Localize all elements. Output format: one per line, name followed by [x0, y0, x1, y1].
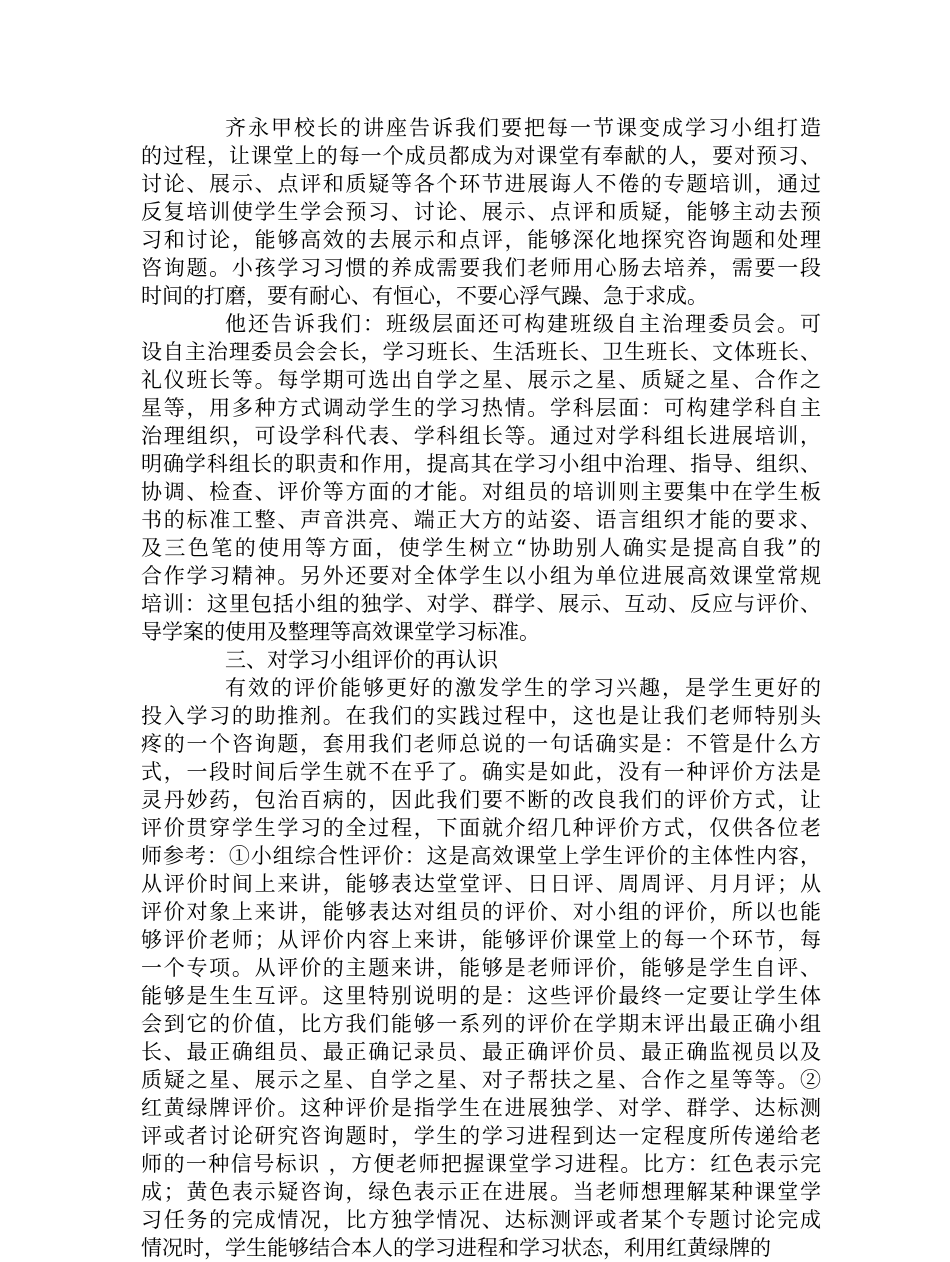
paragraph — [141, 114, 821, 310]
text-line: 及三色笔的使用等方面，使学生树立“协助别人确实是提高自我”的 — [141, 536, 821, 560]
text-line: 齐永甲校长的讲座告诉我们要把每一节课变成学习小组打造 — [225, 116, 821, 140]
text-line: 一个专项。从评价的主题来讲，能够是老师评价，能够是学生自评、 — [141, 956, 821, 980]
text-line: 疼的一个咨询题，套用我们老师总说的一句话确实是：不管是什么方 — [141, 732, 821, 756]
text-line: 师参考：①小组综合性评价：这是高效课堂上学生评价的主体性内容， — [141, 844, 821, 868]
text-line: 导学案的使用及整理等高效课堂学习标准。 — [141, 620, 540, 644]
document-body — [141, 114, 821, 1262]
text-line: 式，一段时间后学生就不在乎了。确实是如此，没有一种评价方法是 — [141, 760, 821, 784]
text-line: 习和讨论，能够高效的去展示和点评，能够深化地探究咨询题和处理 — [141, 228, 821, 252]
text-line: 明确学科组长的职责和作用，提高其在学习小组中治理、指导、组织、 — [141, 452, 821, 476]
text-line: 灵丹妙药，包治百病的，因此我们要不断的改良我们的评价方式，让 — [141, 788, 821, 812]
text-line: 成；黄色表示疑咨询，绿色表示正在进展。当老师想理解某种课堂学 — [141, 1180, 821, 1204]
text-line: 红黄绿牌评价。这种评价是指学生在进展独学、对学、群学、达标测 — [141, 1096, 821, 1120]
text-line: 讨论、展示、点评和质疑等各个环节进展诲人不倦的专题培训，通过 — [141, 172, 821, 196]
paragraph — [141, 674, 821, 1262]
text-line: 够评价老师；从评价内容上来讲，能够评价课堂上的每一个环节，每 — [141, 928, 821, 952]
text-line: 书的标准工整、声音洪亮、端正大方的站姿、语言组织才能的要求、 — [141, 508, 821, 532]
heading-text: 三、对学习小组评价的再认识 — [225, 648, 498, 672]
text-line: 有效的评价能够更好的激发学生的学习兴趣，是学生更好的 — [225, 676, 821, 700]
text-line: 评价贯穿学生学习的全过程，下面就介绍几种评价方式，仅供各位老 — [141, 816, 821, 840]
text-line: 咨询题。小孩学习习惯的养成需要我们老师用心肠去培养，需要一段 — [141, 256, 821, 280]
text-line: 质疑之星、展示之星、自学之星、对子帮扶之星、合作之星等等。② — [141, 1068, 821, 1092]
text-line: 星等，用多种方式调动学生的学习热情。学科层面：可构建学科自主 — [141, 396, 821, 420]
section-heading — [141, 646, 821, 674]
text-line: 情况时，学生能够结合本人的学习进程和学习状态，利用红黄绿牌的 — [141, 1236, 771, 1260]
text-line: 治理组织，可设学科代表、学科组长等。通过对学科组长进展培训， — [141, 424, 821, 448]
text-line: 他还告诉我们：班级层面还可构建班级自主治理委员会。可 — [225, 312, 821, 336]
text-line: 的过程，让课堂上的每一个成员都成为对课堂有奉献的人，要对预习、 — [141, 144, 821, 168]
text-line: 培训：这里包括小组的独学、对学、群学、展示、互动、反应与评价、 — [141, 592, 821, 616]
text-line: 时间的打磨，要有耐心、有恒心，不要心浮气躁、急于求成。 — [141, 284, 708, 308]
text-line: 从评价时间上来讲，能够表达堂堂评、日日评、周周评、月月评；从 — [141, 872, 821, 896]
text-line: 协调、检查、评价等方面的才能。对组员的培训则主要集中在学生板 — [141, 480, 821, 504]
text-line: 评价对象上来讲，能够表达对组员的评价、对小组的评价，所以也能 — [141, 900, 821, 924]
text-line: 习任务的完成情况，比方独学情况、达标测评或者某个专题讨论完成 — [141, 1208, 821, 1232]
text-line: 长、最正确组员、最正确记录员、最正确评价员、最正确监视员以及 — [141, 1040, 821, 1064]
text-line: 师的一种信号标识 ，方便老师把握课堂学习进程。比方：红色表示完 — [141, 1152, 821, 1176]
text-line: 投入学习的助推剂。在我们的实践过程中，这也是让我们老师特别头 — [141, 704, 821, 728]
text-line: 礼仪班长等。每学期可选出自学之星、展示之星、质疑之星、合作之 — [141, 368, 821, 392]
text-line: 合作学习精神。另外还要对全体学生以小组为单位进展高效课堂常规 — [141, 564, 821, 588]
text-line: 反复培训使学生学会预习、讨论、展示、点评和质疑，能够主动去预 — [141, 200, 821, 224]
text-line: 会到它的价值，比方我们能够一系列的评价在学期末评出最正确小组 — [141, 1012, 821, 1036]
paragraph — [141, 310, 821, 646]
text-line: 评或者讨论研究咨询题时，学生的学习进程到达一定程度所传递给老 — [141, 1124, 821, 1148]
text-line: 设自主治理委员会会长，学习班长、生活班长、卫生班长、文体班长、 — [141, 340, 821, 364]
text-line: 能够是生生互评。这里特别说明的是：这些评价最终一定要让学生体 — [141, 984, 821, 1008]
